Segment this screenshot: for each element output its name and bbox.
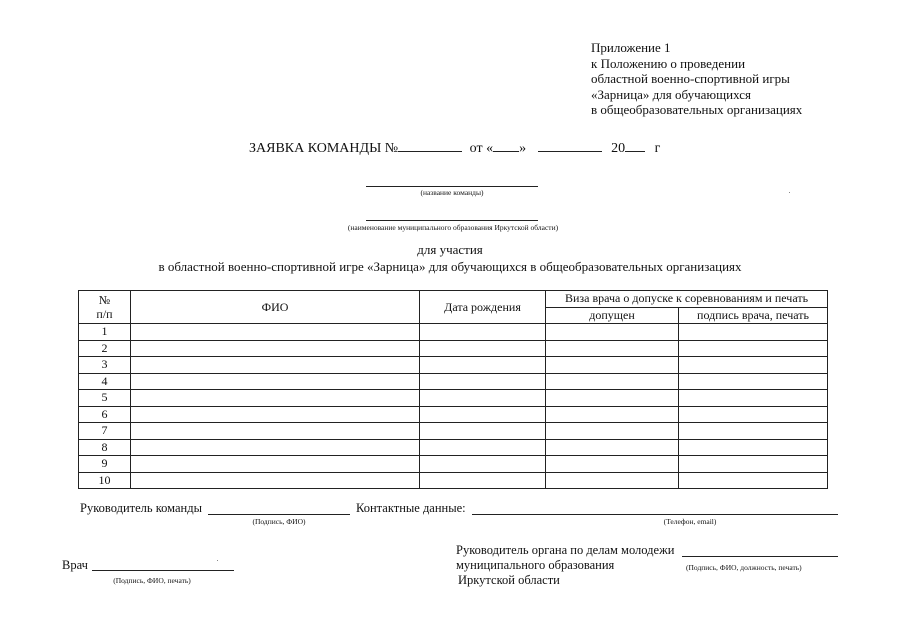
youth-head-caption: (Подпись, ФИО, должность, печать) <box>686 563 802 572</box>
appendix-line-2: к Положению о проведении <box>591 55 746 71</box>
youth-head-line-2: муниципального образования <box>456 558 615 572</box>
contacts-field[interactable] <box>472 514 838 515</box>
dob-cell[interactable] <box>420 357 546 374</box>
table-row <box>79 340 828 357</box>
admitted-cell[interactable] <box>546 456 679 473</box>
row-number: 9 <box>79 456 131 473</box>
doctor-sign-field[interactable] <box>92 570 234 571</box>
header-dob: Дата рождения <box>420 291 546 324</box>
table-row <box>79 423 828 440</box>
header-admitted: допущен <box>546 307 679 324</box>
team-name-field[interactable] <box>366 186 538 187</box>
dob-cell[interactable] <box>420 439 546 456</box>
appendix-line-5: в общеобразовательных организациях <box>591 102 803 117</box>
dob-cell[interactable] <box>420 390 546 407</box>
admitted-cell[interactable] <box>546 340 679 357</box>
admitted-cell[interactable] <box>546 324 679 341</box>
header-visa: Виза врача о допуске к соревнованиям и печать <box>546 291 828 308</box>
appendix-line-4: «Зарница» для обучающихся <box>591 86 751 102</box>
table-row <box>79 357 828 374</box>
row-number: 1 <box>79 324 131 341</box>
doctor-caption: (Подпись, ФИО, печать) <box>113 576 191 585</box>
doctor-sign-cell[interactable] <box>679 423 828 440</box>
row-number: 4 <box>79 373 131 390</box>
admitted-cell[interactable] <box>546 472 679 489</box>
participants-table <box>78 290 828 489</box>
fio-cell[interactable] <box>131 439 420 456</box>
admitted-cell[interactable] <box>546 423 679 440</box>
dob-cell[interactable] <box>420 373 546 390</box>
youth-head-line-3: Иркутской области <box>458 573 560 587</box>
title-from: от « <box>469 141 494 156</box>
municipality-field[interactable] <box>366 220 538 221</box>
appendix-line-3: областной военно-спортивной игры <box>591 71 790 86</box>
doctor-sign-cell[interactable] <box>679 406 828 423</box>
admitted-cell[interactable] <box>546 406 679 423</box>
scan-speck <box>789 192 790 193</box>
row-number: 8 <box>79 439 131 456</box>
admitted-cell[interactable] <box>546 373 679 390</box>
header-doctor-sign: подпись врача, печать <box>679 307 828 324</box>
municipality-caption: (наименование муниципального образования Иркутской области) <box>347 223 559 232</box>
doctor-sign-cell[interactable] <box>679 340 828 357</box>
team-leader-label: Руководитель команды <box>80 501 202 515</box>
fio-cell[interactable] <box>131 456 420 473</box>
doctor-sign-cell[interactable] <box>679 357 828 374</box>
table-row <box>79 373 828 390</box>
doctor-sign-cell[interactable] <box>679 390 828 407</box>
participation-line-1: для участия <box>417 242 483 257</box>
dob-cell[interactable] <box>420 456 546 473</box>
fio-cell[interactable] <box>131 324 420 341</box>
youth-head-line-1: Руководитель органа по делам молодежи <box>456 543 675 557</box>
row-number: 2 <box>79 340 131 357</box>
row-number: 6 <box>79 406 131 423</box>
admitted-cell[interactable] <box>546 357 679 374</box>
appendix-block <box>591 40 802 118</box>
admitted-cell[interactable] <box>546 439 679 456</box>
row-number: 3 <box>79 357 131 374</box>
fio-cell[interactable] <box>131 472 420 489</box>
admitted-cell[interactable] <box>546 390 679 407</box>
fio-cell[interactable] <box>131 390 420 407</box>
doctor-sign-cell[interactable] <box>679 472 828 489</box>
fio-cell[interactable] <box>131 340 420 357</box>
title-year-suffix: г <box>654 141 661 156</box>
contacts-label: Контактные данные: <box>356 501 466 515</box>
contacts-caption: (Телефон, email) <box>663 517 717 526</box>
month-blank[interactable] <box>538 139 602 152</box>
header-num <box>79 291 131 324</box>
fio-cell[interactable] <box>131 406 420 423</box>
header-fio: ФИО <box>131 291 420 324</box>
appendix-line-1: Приложение 1 <box>591 40 671 55</box>
doctor-label: Врач <box>62 558 88 572</box>
fio-cell[interactable] <box>131 357 420 374</box>
table-row <box>79 472 828 489</box>
title-prefix: ЗАЯВКА КОМАНДЫ № <box>249 141 399 156</box>
team-name-caption: (название команды) <box>420 188 484 197</box>
row-number: 5 <box>79 390 131 407</box>
table-header-row-1 <box>79 291 828 308</box>
row-number: 7 <box>79 423 131 440</box>
dob-cell[interactable] <box>420 324 546 341</box>
dob-cell[interactable] <box>420 406 546 423</box>
team-leader-caption: (Подпись, ФИО) <box>252 517 306 526</box>
table-row <box>79 324 828 341</box>
header-num-line-1: № <box>98 293 111 307</box>
title-quote-close: » <box>519 141 527 156</box>
doctor-sign-cell[interactable] <box>679 324 828 341</box>
day-blank[interactable] <box>493 139 519 152</box>
year-blank[interactable] <box>625 139 645 152</box>
table-row <box>79 390 828 407</box>
doctor-sign-cell[interactable] <box>679 373 828 390</box>
dob-cell[interactable] <box>420 472 546 489</box>
team-leader-sign-field[interactable] <box>208 514 350 515</box>
dob-cell[interactable] <box>420 340 546 357</box>
participation-line-2: в областной военно-спортивной игре «Зарница» для обучающихся в общеобразовательных организациях <box>158 259 742 274</box>
table-row <box>79 439 828 456</box>
number-blank[interactable] <box>398 139 462 152</box>
row-number: 10 <box>79 472 131 489</box>
form-title <box>249 139 660 157</box>
doctor-sign-cell[interactable] <box>679 439 828 456</box>
title-year: 20 <box>611 141 626 156</box>
scan-speck <box>217 560 218 561</box>
fio-cell[interactable] <box>131 423 420 440</box>
table-row <box>79 406 828 423</box>
table-row <box>79 456 828 473</box>
youth-head-sign-field[interactable] <box>682 556 838 557</box>
fio-cell[interactable] <box>131 373 420 390</box>
header-num-line-2: п/п <box>96 307 113 321</box>
doctor-sign-cell[interactable] <box>679 456 828 473</box>
dob-cell[interactable] <box>420 423 546 440</box>
